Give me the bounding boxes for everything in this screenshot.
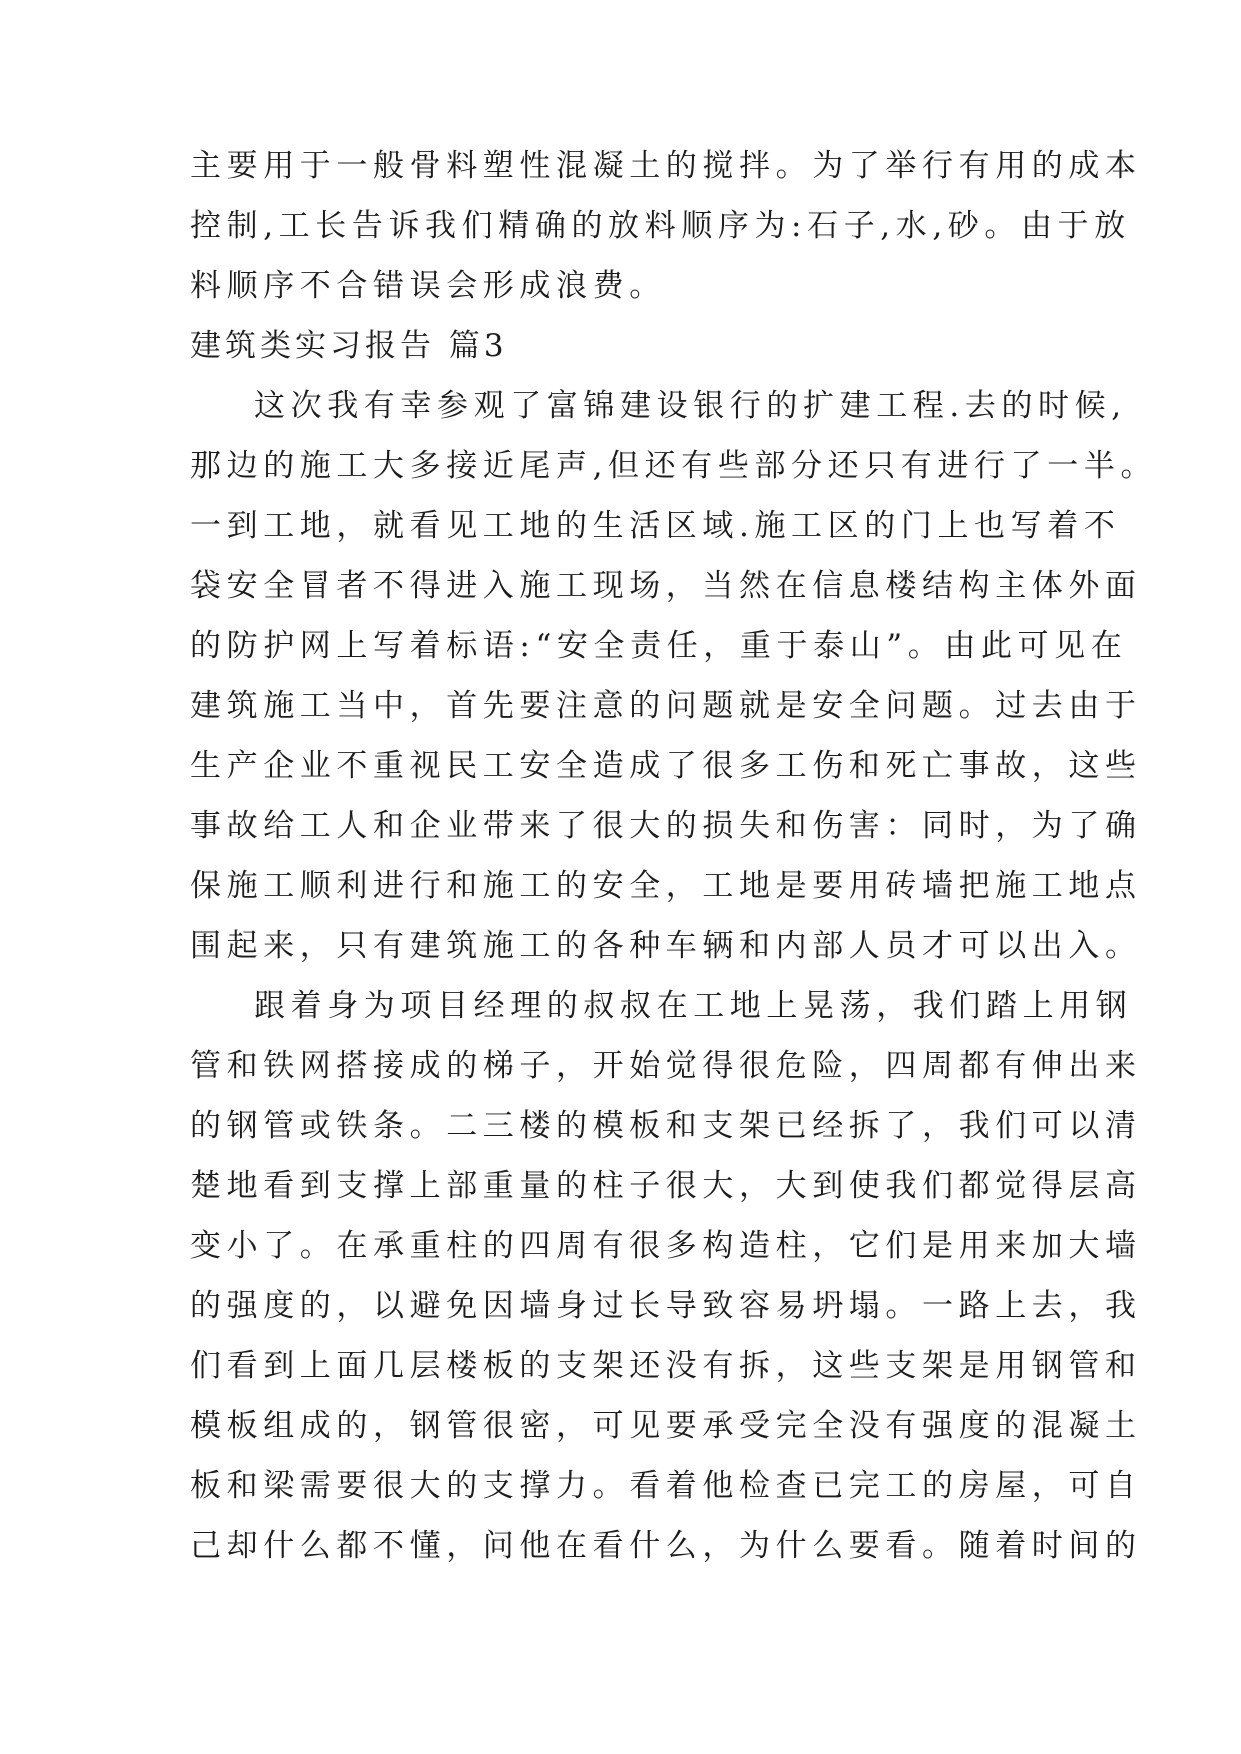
body-text-line: 的防护网上写着标语:“安全责任，重于泰山”。由此可见在 [190,628,1128,664]
body-text-line: 们看到上面几层楼板的支架还没有拆，这些支架是用钢管和 [190,1348,1142,1384]
body-text-line: 那边的施工大多接近尾声,但还有些部分还只有进行了一半。 [190,448,1158,484]
body-text-line: 生产企业不重视民工安全造成了很多工伤和死亡事故，这些 [190,748,1142,784]
body-text-line: 料顺序不合错误会形成浪费。 [190,268,666,304]
body-text-line: 控制,工长告诉我们精确的放料顺序为:石子,水,砂。由于放 [190,208,1131,244]
body-text-line: 主要用于一般骨料塑性混凝土的搅拌。为了举行有用的成本 [190,148,1142,184]
body-text-line: 建筑施工当中，首先要注意的问题就是安全问题。过去由于 [190,688,1142,724]
body-text-line: 楚地看到支撑上部重量的柱子很大，大到使我们都觉得层高 [190,1168,1142,1204]
body-text-line: 保施工顺利进行和施工的安全，工地是要用砖墙把施工地点 [190,868,1142,904]
body-text-line: 事故给工人和企业带来了很大的损失和伤害：同时，为了确 [190,808,1142,844]
body-text-line: 的强度的，以避免因墙身过长导致容易坍塌。一路上去，我 [190,1288,1142,1324]
body-text-line: 己却什么都不懂，问他在看什么，为什么要看。随着时间的 [190,1528,1142,1564]
body-text-line: 围起来，只有建筑施工的各种车辆和内部人员才可以出入。 [190,928,1142,964]
body-text-line: 的钢管或铁条。二三楼的模板和支架已经拆了，我们可以清 [190,1108,1142,1144]
body-text-line: 变小了。在承重柱的四周有很多构造柱，它们是用来加大墙 [190,1228,1142,1264]
body-text-line: 模板组成的，钢管很密，可见要承受完全没有强度的混凝土 [190,1408,1142,1444]
body-text-line: 管和铁网搭接成的梯子，开始觉得很危险，四周都有伸出来 [190,1048,1142,1084]
body-text-line: 这次我有幸参观了富锦建设银行的扩建工程.去的时候, [254,388,1127,424]
body-text-line: 袋安全冒者不得进入施工现场，当然在信息楼结构主体外面 [190,568,1142,604]
body-text-line: 板和梁需要很大的支撑力。看着他检查已完工的房屋，可自 [190,1468,1142,1504]
body-text-line: 一到工地，就看见工地的生活区域.施工区的门上也写着不 [190,508,1121,544]
section-heading: 建筑类实习报告 篇3 [190,328,508,364]
body-text-line: 跟着身为项目经理的叔叔在工地上晃荡，我们踏上用钢 [254,988,1133,1024]
